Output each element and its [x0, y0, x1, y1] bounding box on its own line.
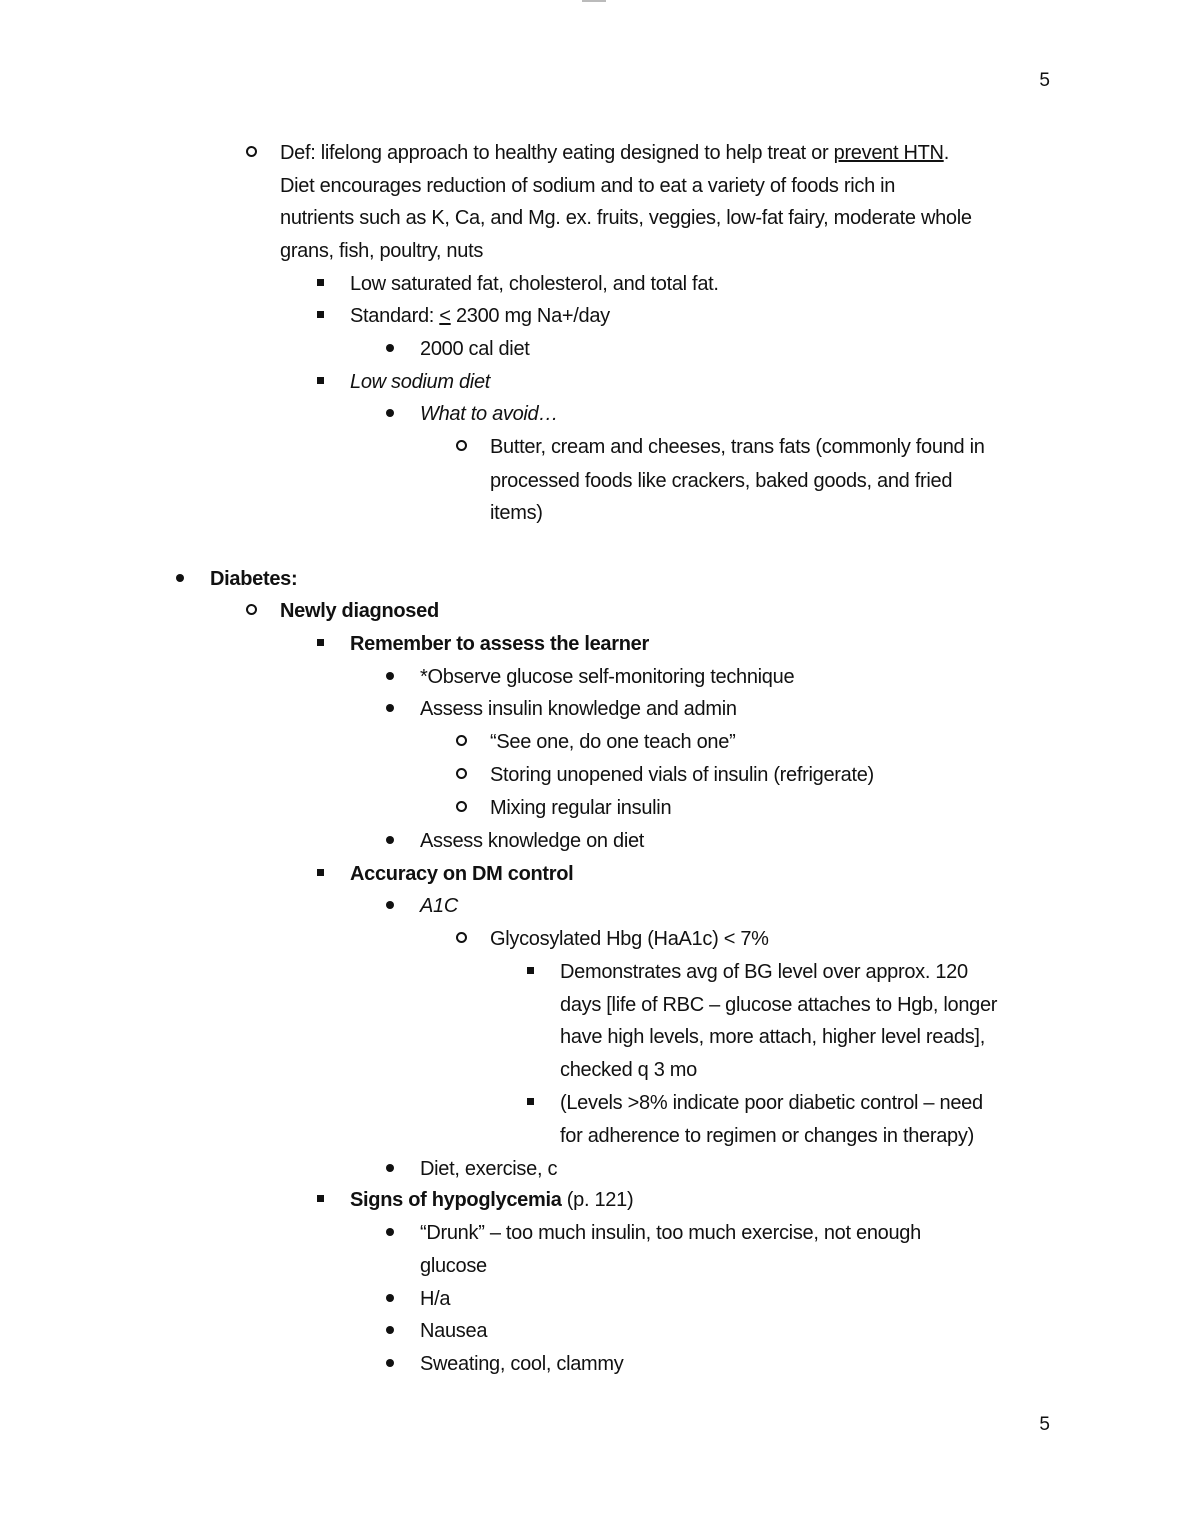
square-bullet-icon — [527, 1087, 534, 1120]
square-bullet-icon — [317, 268, 324, 301]
circle-bullet-icon — [456, 792, 467, 825]
dot-bullet-icon — [386, 1153, 394, 1186]
dot-bullet-icon — [386, 825, 394, 858]
definition-line-2: Diet encourages reduction of sodium and to eat a variety of foods rich in — [280, 175, 896, 197]
circle-bullet-icon — [456, 726, 467, 759]
demonstrates-line-1: Demonstrates avg of BG level over approx. 120 — [560, 961, 968, 983]
assess-learner-heading: Remember to assess the learner — [350, 633, 649, 655]
page-number-bottom: 5 — [1039, 1414, 1050, 1435]
observe-item: *Observe glucose self-monitoring technique — [420, 666, 795, 688]
prevent-htn-underlined: prevent HTN — [833, 142, 944, 164]
circle-bullet-icon — [246, 595, 257, 628]
square-bullet-icon — [527, 956, 534, 989]
hypoglycemia-heading — [350, 1184, 633, 1217]
square-bullet-icon — [317, 300, 324, 333]
definition-line-3: nutrients such as K, Ca, and Mg. ex. fruits, veggies, low-fat fairy, moderate whole — [280, 207, 972, 229]
demonstrates-line-2: days [life of RBC – glucose attaches to Hgb, longer — [560, 994, 998, 1016]
levels-line-1: (Levels >8% indicate poor diabetic control – need — [560, 1092, 983, 1114]
dot-bullet-icon — [386, 398, 394, 431]
drunk-line-2: glucose — [420, 1255, 487, 1277]
dot-bullet-icon — [386, 1315, 394, 1348]
newly-diagnosed-heading: Newly diagnosed — [280, 600, 439, 622]
storing-item: Storing unopened vials of insulin (refrigerate) — [490, 764, 874, 786]
cal-diet-item: 2000 cal diet — [420, 338, 530, 360]
standard-value: 2300 mg Na+/day — [450, 305, 610, 327]
avoid-item: What to avoid… — [420, 403, 559, 425]
square-bullet-icon — [317, 628, 324, 661]
demonstrates-line-3: have high levels, more attach, higher level reads], — [560, 1026, 985, 1048]
hypoglycemia-bold: Signs of hypoglycemia — [350, 1189, 562, 1211]
less-equal-symbol: < — [439, 305, 451, 327]
square-bullet-icon — [317, 1184, 324, 1217]
demonstrates-line-4: checked q 3 mo — [560, 1059, 697, 1081]
dot-bullet-icon — [386, 1283, 394, 1316]
avoid-detail-line-2: processed foods like crackers, baked goods, and fried — [490, 470, 953, 492]
header-mark — [582, 0, 606, 2]
dot-bullet-icon — [176, 563, 184, 596]
def-period: . — [943, 142, 949, 164]
circle-bullet-icon — [456, 759, 467, 792]
dot-bullet-icon — [386, 1348, 394, 1381]
circle-bullet-icon — [456, 923, 467, 956]
insulin-knowledge-item: Assess insulin knowledge and admin — [420, 698, 737, 720]
square-bullet-icon — [317, 858, 324, 891]
square-bullet-icon — [317, 366, 324, 399]
page-reference: (p. 121) — [561, 1189, 634, 1211]
avoid-detail-line-3: items) — [490, 502, 543, 524]
circle-bullet-icon — [246, 137, 257, 170]
standard-label: Standard: — [350, 305, 440, 327]
low-sodium-item: Low sodium diet — [350, 371, 491, 393]
diabetes-heading: Diabetes: — [210, 568, 298, 590]
definition-line — [280, 137, 949, 170]
dot-bullet-icon — [386, 333, 394, 366]
diet-exercise-item: Diet, exercise, c — [420, 1158, 558, 1180]
drunk-line-1: “Drunk” – too much insulin, too much exercise, not enough — [420, 1222, 921, 1244]
glyco-item: Glycosylated Hbg (HaA1c) < 7% — [490, 928, 769, 950]
dot-bullet-icon — [386, 1217, 394, 1250]
dot-bullet-icon — [386, 890, 394, 923]
nausea-item: Nausea — [420, 1320, 488, 1342]
levels-line-2: for adherence to regimen or changes in therapy) — [560, 1125, 974, 1147]
dot-bullet-icon — [386, 693, 394, 726]
mixing-item: Mixing regular insulin — [490, 797, 672, 819]
low-fat-item: Low saturated fat, cholesterol, and total fat. — [350, 273, 719, 295]
definition-line-4: grans, fish, poultry, nuts — [280, 240, 484, 262]
a1c-item: A1C — [420, 895, 459, 917]
circle-bullet-icon — [456, 431, 467, 464]
dot-bullet-icon — [386, 661, 394, 694]
avoid-detail-line-1: Butter, cream and cheeses, trans fats (commonly found in — [490, 436, 985, 458]
standard-item — [350, 300, 610, 333]
sweating-item: Sweating, cool, clammy — [420, 1353, 624, 1375]
diet-knowledge-item: Assess knowledge on diet — [420, 830, 645, 852]
headache-item: H/a — [420, 1288, 451, 1310]
see-one-item: “See one, do one teach one” — [490, 731, 736, 753]
def-text: Def: lifelong approach to healthy eating designed to help treat or — [280, 142, 834, 164]
page-number-top: 5 — [1039, 70, 1050, 91]
accuracy-heading: Accuracy on DM control — [350, 863, 574, 885]
